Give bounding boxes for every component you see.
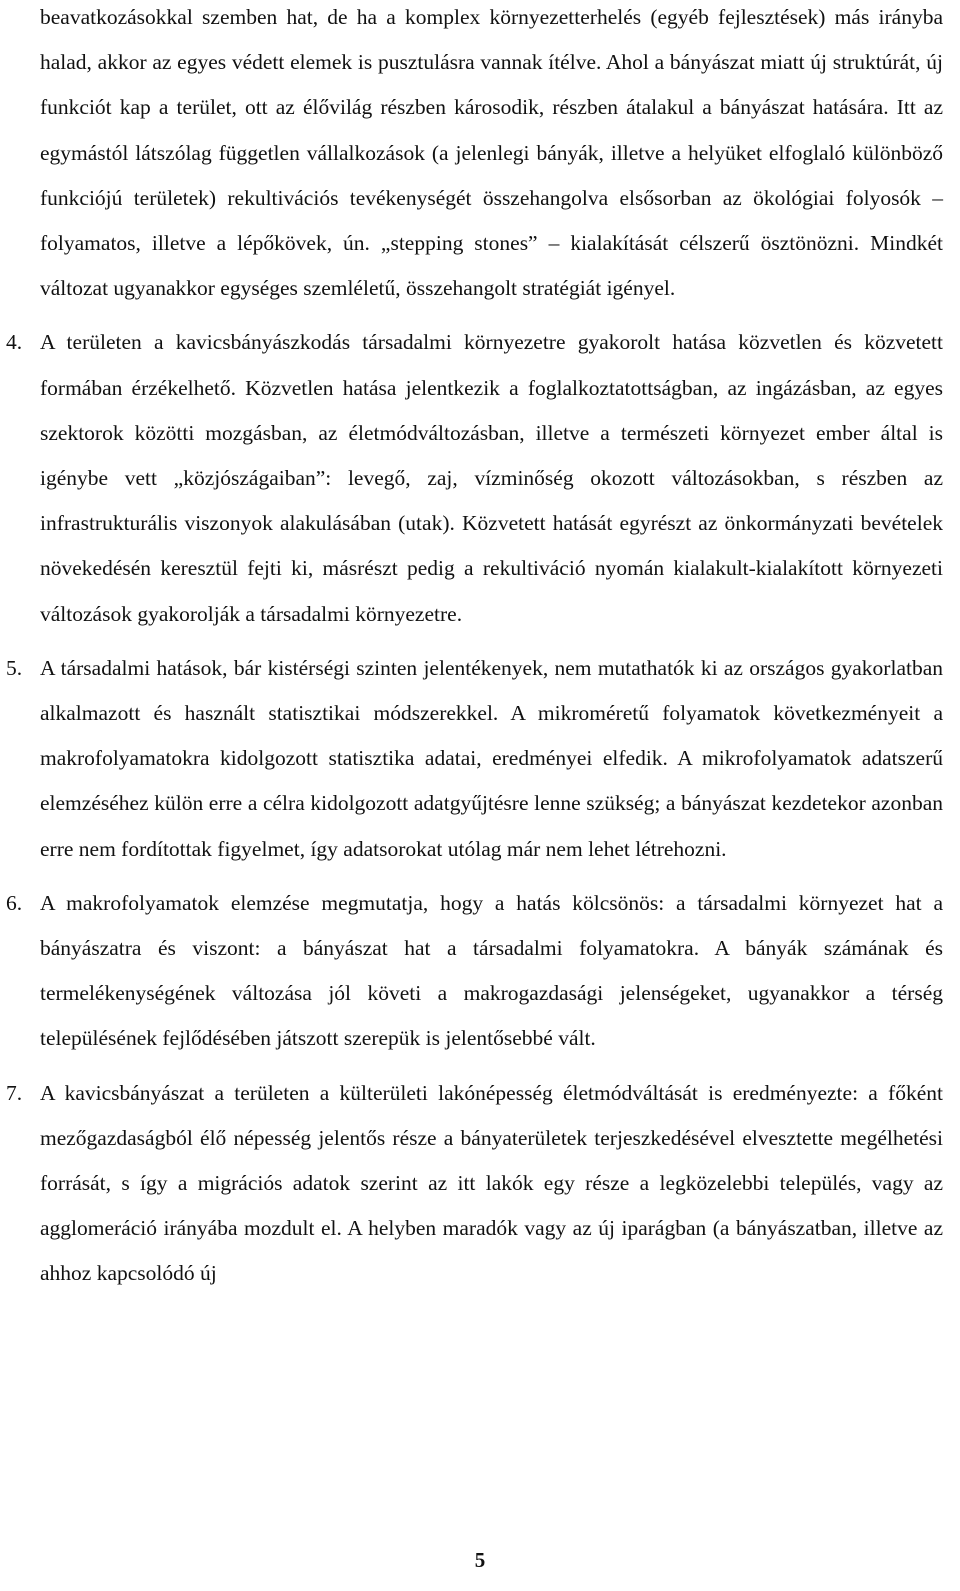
item-number: 4. [6,330,23,355]
page-number: 5 [474,1548,486,1572]
document-page [6,0,943,1297]
list-item-5 [6,646,943,872]
list-item-7 [6,1071,943,1297]
item-text: A társadalmi hatások, bár kistérségi szinten jelentékenyek, nem mutathatók ki az országos gyakorlatban alkalmazott és használt statisztikai módszerekkel. A mikroméretű folyamatok következményeit a makrofolyamatokra kidolgozott statisztika adatai, eredményei elfedik. A mikrofolyamatok adatszerű elemzéséhez külön erre a célra kidolgozott adatgyűjtésre lenne szükség; a bányászat kezdetekor azonban erre nem fordítottak figyelmet, így adatsorokat utólag már nem lehet létrehozni. [40,655,943,861]
item-number: 7. [6,1080,23,1105]
item-text: A kavicsbányászat a területen a külterületi lakónépesség életmódváltását is eredményezte: a főként mezőgazdaságból élő népesség jelentős része a bányaterületek terjeszkedésével elvesztette megélhetési forrását, s így a migrációs adatok szerint az itt lakók egy része a legközelebbi település, vagy az agglomeráció irányába mozdult el. A helyben maradók vagy az új iparágban (a bányászatban, illetve az ahhoz kapcsolódó új [40,1080,943,1286]
item-number: 6. [6,890,23,915]
list-item-6 [6,881,943,1062]
item-text: A területen a kavicsbányászkodás társadalmi környezetre gyakorolt hatása közvetlen és közvetett formában érzékelhető. Közvetlen hatása jelentkezik a foglalkoztatottságban, az ingázásban, az egyes szektorok közötti mozgásban, az életmódváltozásban, illetve a természeti környezet ember által is igénybe vett „közjószágaiban”: levegő, zaj, vízminőség okozott változásokban, s részben az infrastrukturális viszonyok alakulásában (utak). Közvetett hatását egyrészt az önkormányzati bevételek növekedésén keresztül fejti ki, másrészt pedig a rekultiváció nyomán kialakult-kialakított környezeti változások gyakorolják a társadalmi környezetre. [40,330,943,626]
item-number: 5. [6,655,23,680]
continuation-paragraph: beavatkozásokkal szemben hat, de ha a komplex környezetterhelés (egyéb fejlesztések) más irányba halad, akkor az egyes védett elemek is pusztulásra vannak ítélve. Ahol a bányászat miatt új struktúrát, új funkciót kap a terület, ott az élővilág részben károsodik, részben átalakul a bányászat hatására. Itt az egymástól látszólag független vállalkozások (a jelenlegi bányák, illetve a helyüket elfoglaló különböző funkciójú területek) rekultivációs tevékenységét összehangolva elsősorban az ökológiai folyosók – folyamatos, illetve a lépőkövek, ún. „stepping stones” – kialakítását célszerű ösztönözni. Mindkét változat ugyanakkor egységes szemléletű, összehangolt stratégiát igényel. [40,5,943,301]
list-item-4 [6,320,943,636]
item-text: A makrofolyamatok elemzése megmutatja, hogy a hatás kölcsönös: a társadalmi környezet hat a bányászatra és viszont: a bányászat hat a társadalmi folyamatokra. A bányák számának és termelékenységének változása jól követi a makrogazdasági jelenségeket, ugyanakkor a térség településének fejlődésében játszott szerepük is jelentősebbé vált. [40,890,943,1051]
